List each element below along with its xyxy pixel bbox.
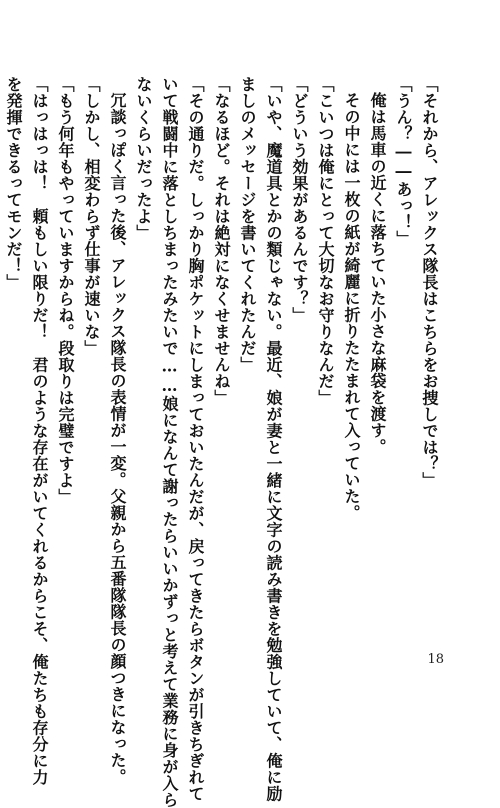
text-line: ないくらいだったよ」 (134, 76, 153, 241)
text-line: 「いや、魔道具とかの類じゃない。最近、娘が妻と一緒に文字の読み書きを勉強していて、俺に励 (264, 76, 283, 802)
text-line: 冗談っぽく言った後、アレックス隊長の表情が一変。父親から五番隊隊長の顔つきになった。 (108, 92, 127, 785)
text-line: 「うん？――あっ！」 (394, 76, 413, 247)
text-line: 「しかし、相変わらず仕事が速いな」 (82, 76, 101, 357)
text-line: を発揮できるってモンだ！」 (4, 76, 23, 291)
text-line: 「もう何年もやっていますからね。段取りは完璧ですよ」 (56, 76, 75, 505)
text-line: 「その通りだ。しっかり胸ポケットにしまっておいたんだが、戻ってきたらボタンが引きちぎれて (186, 76, 205, 802)
text-line: ましのメッセージを書いてくれたんだ」 (238, 76, 257, 373)
text-line: 「それから、アレックス隊長はこちらをお捜しでは？」 (420, 76, 439, 489)
text-line: 「こいつは俺にとって大切なお守りなんだ」 (316, 76, 335, 406)
text-line: 「どういう効果があるんです？」 (290, 76, 309, 324)
text-line: 「なるほど。それは絶対になくせませんね」 (212, 76, 231, 406)
text-line: いて戦闘中に落としちまったみたいで……娘になんて謝ったらいいかずっと考えて業務に身が入ら (160, 76, 179, 808)
page-number: 18 (427, 652, 444, 667)
text-line: その中には一枚の紙が綺麗に折りたたまれて入っていた。 (342, 92, 361, 521)
text-line: 「はっはっは！ 頼もしい限りだ！ 君のような存在がいてくれるからこそ、俺たちも存分に力 (30, 76, 49, 786)
text-line: 俺は馬車の近くに落ちていた小さな麻袋を渡す。 (368, 92, 387, 455)
